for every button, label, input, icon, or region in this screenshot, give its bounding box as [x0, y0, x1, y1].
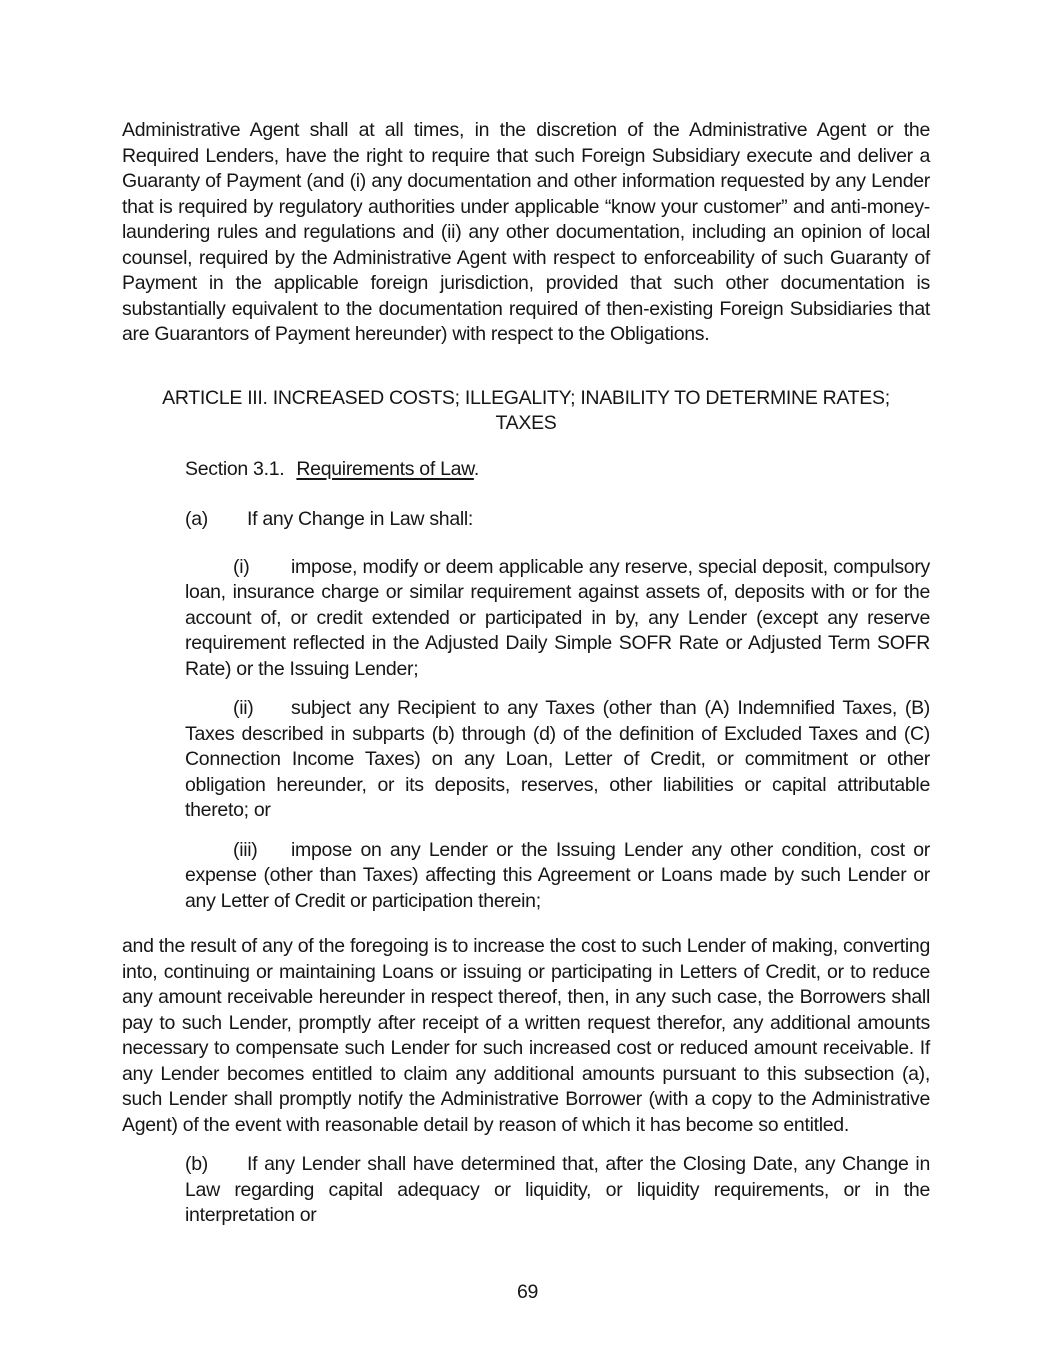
subclause-ii: [122, 696, 930, 824]
subclause-i-label: (i): [233, 555, 250, 578]
subclause-ii-text: subject any Recipient to any Taxes (other than (A) Indemnified Taxes, (B) Taxes described in subparts (b) through (d) of the definition of Excluded Taxes and (C) Connection Income Taxes) on any Loan, Letter of Credit, or commitment or other obligation hereunder, or its deposits, reserves, other liabilities or capital attributable thereto; or: [185, 697, 930, 821]
subclause-iii-label: (iii): [233, 838, 258, 861]
subclause-iii: [122, 838, 930, 915]
clause-b: [122, 1152, 930, 1229]
clause-a: [122, 507, 930, 533]
section-label: Section 3.1.: [185, 457, 285, 480]
section-heading: [122, 457, 930, 483]
document-body: [122, 0, 930, 1229]
subclause-i-text: impose, modify or deem applicable any reserve, special deposit, compulsory loan, insurance charge or similar requirement against assets of, deposits with or for the account of, or credit extended or participated in by, any Lender (except any reserve requirement reflected in the Adjusted Daily Simple SOFR Rate or Adjusted Term SOFR Rate) or the Issuing Lender;: [185, 555, 930, 680]
intro-paragraph: Administrative Agent shall at all times, in the discretion of the Administrative Agent or the Required Lenders, have the right to require that such Foreign Subsidiary execute and deliver a Guaranty of Payment (and (i) any documentation and other information requested by any Lender that is required by regulatory authorities under applicable “know your customer” and anti-money-laundering rules and regulations and (ii) any other documentation, including an opinion of local counsel, required by the Administrative Agent with respect to enforceability of such Guaranty of Payment in the applicable foreign jurisdiction, provided that such other documentation is substantially equivalent to the documentation required of then-existing Foreign Subsidiaries that are Guarantors of Payment hereunder) with respect to the Obligations.: [122, 119, 930, 345]
result-paragraph: and the result of any of the foregoing is to increase the cost to such Lender of making, converting into, continuing or maintaining Loans or issuing or participating in Letters of Credit, or to reduce any amount receivable hereunder in respect thereof, then, in any such case, the Borrowers shall pay to such Lender, promptly after receipt of a written request therefor, any additional amounts necessary to compensate such Lender for such increased cost or reduced amount receivable. If any Lender becomes entitled to claim any additional amounts pursuant to this subsection (a), such Lender shall promptly notify the Administrative Borrower (with a copy to the Administrative Agent) of the event with reasonable detail by reason of which it has become so entitled.: [122, 935, 930, 1136]
article-heading-line2: TAXES: [495, 412, 557, 434]
clause-a-text: If any Change in Law shall:: [247, 508, 474, 530]
clause-a-label: (a): [185, 508, 208, 530]
clause-b-text: If any Lender shall have determined that, after the Closing Date, any Change in Law regarding capital adequacy or liquidity, or liquidity requirements, or in the interpretation or: [185, 1153, 930, 1226]
article-heading-line1: ARTICLE III. INCREASED COSTS; ILLEGALITY; INABILITY TO DETERMINE RATES;: [162, 386, 890, 409]
subclause-ii-label: (ii): [233, 697, 254, 719]
article-heading: [122, 386, 930, 437]
subclause-i: [122, 555, 930, 683]
clause-b-label: (b): [185, 1153, 208, 1175]
section-title-suffix: .: [473, 457, 479, 480]
subclause-iii-text: impose on any Lender or the Issuing Lender any other condition, cost or expense (other than Taxes) affecting this Agreement or Loans made by such Lender or any Letter of Credit or participation therein;: [185, 838, 930, 912]
page-number: 69: [516, 1281, 539, 1303]
section-title: Requirements of Law: [296, 457, 474, 480]
